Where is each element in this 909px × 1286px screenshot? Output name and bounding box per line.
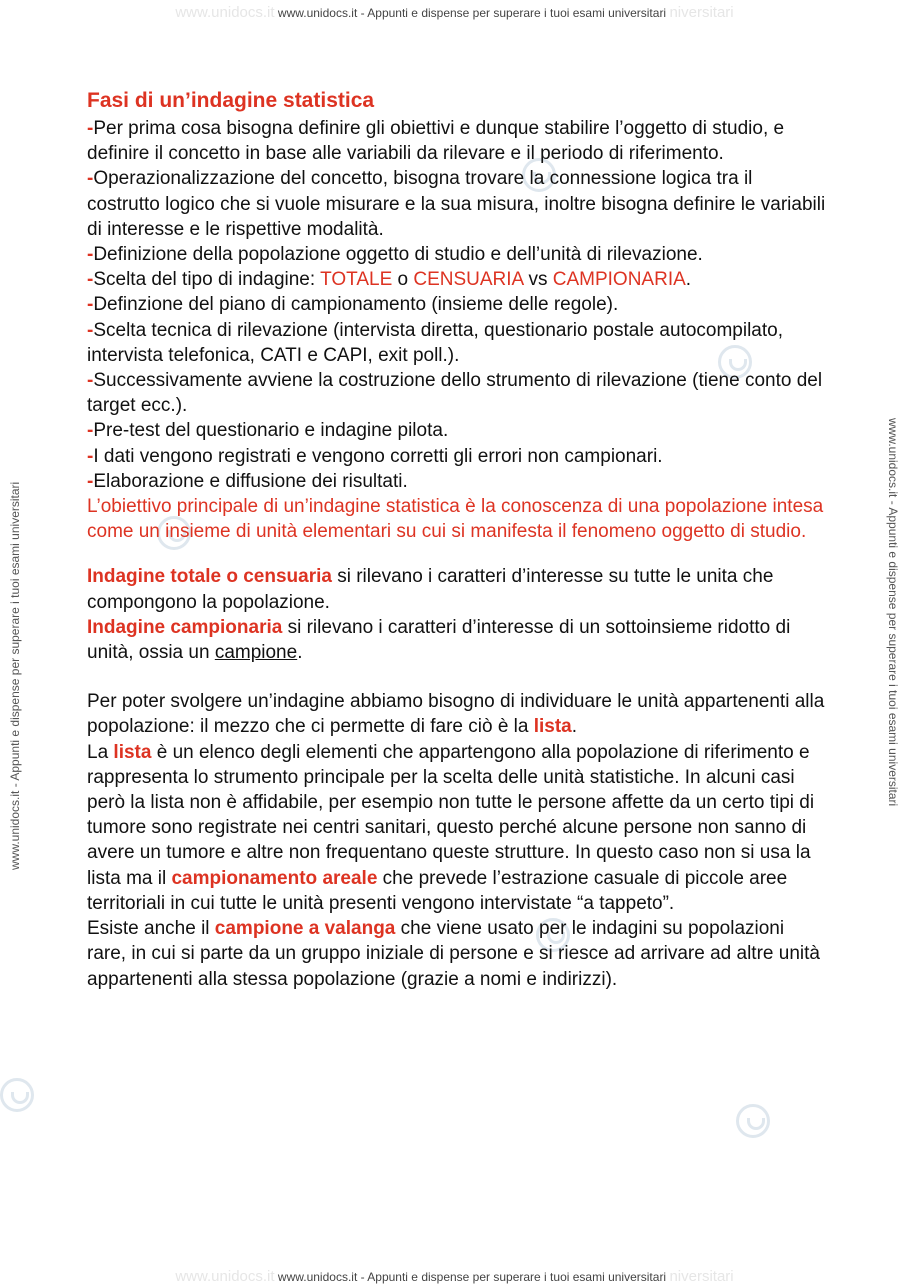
phase-item — [87, 116, 827, 166]
watermark-footer — [0, 1268, 909, 1285]
dash-bullet: - — [87, 269, 94, 291]
unidocs-logo-icon — [736, 1104, 770, 1138]
phase-text: Definizione della popolazione oggetto di studio e dell’unità di rilevazione. — [93, 244, 703, 266]
definition-term: Indagine campionaria — [87, 616, 283, 638]
term-lista: lista — [533, 716, 572, 738]
spacer — [87, 544, 827, 564]
paragraph-lista-def — [87, 740, 827, 916]
definition-term: Indagine totale o censuaria — [87, 566, 332, 588]
phase-text: Pre-test del questionario e indagine pilota. — [93, 420, 449, 442]
term-campionaria: CAMPIONARIA — [552, 269, 686, 291]
page-title: Fasi di un’indagine statistica — [87, 89, 375, 112]
dash-bullet: - — [87, 118, 94, 139]
underlined-term: campione — [214, 642, 298, 664]
watermark-header-text: www.unidocs.it - Appunti e dispense per superare i tuoi esami universitari — [277, 6, 667, 20]
document-body — [87, 88, 827, 992]
watermark-ghost-right: niversitari — [669, 4, 734, 21]
connector-o: o — [392, 269, 414, 291]
phase-item — [87, 242, 827, 267]
term-totale: TOTALE — [320, 269, 393, 291]
paragraph-text: è un elenco degli elementi che appartengono alla popolazione di riferimento e rappresenta lo strumento principale per la scelta delle unità statistiche. In alcuni casi però la lista non è affidabile, per esempio non tutte le persone affette da un certo tipi di tumore sono registrate nei centri sanitari, questo perché alcune persone non sanno di avere un tumore e altre non frequentano queste strutture. In questo caso non si usa la lista ma il — [87, 741, 815, 889]
period: . — [297, 642, 303, 664]
dash-bullet: - — [87, 319, 94, 341]
term-lista: lista — [113, 741, 152, 763]
paragraph-valanga — [87, 916, 827, 992]
phase-text: Definzione del piano di campionamento (insieme delle regole). — [93, 294, 619, 316]
watermark-ghost-left: www.unidocs.it — [175, 4, 275, 21]
dash-bullet: - — [87, 370, 94, 392]
dash-bullet: - — [87, 168, 94, 190]
watermark-ghost-left-bottom: www.unidocs.it — [175, 1268, 275, 1285]
watermark-ghost-right-bottom: niversitari — [669, 1268, 734, 1285]
phase-item — [87, 292, 827, 317]
dash-bullet: - — [87, 294, 94, 316]
watermark-side-left: www.unidocs.it - Appunti e dispense per superare i tuoi esami universitari — [8, 481, 22, 870]
term-campionamento-areale: campionamento areale — [171, 867, 378, 889]
phase-text: Operazionalizzazione del concetto, bisogna trovare la connessione logica tra il costrutto logico che si vuole misurare e la sua misura, inoltre bisogna definire le variabili di interesse e le rispettive modalità. — [87, 168, 826, 240]
phase-item — [87, 318, 827, 368]
definition-campionaria — [87, 615, 827, 665]
paragraph-text: che viene usato per le indagini su popolazioni rare, in cui si parte da un gruppo iniziale di persone e si riesce ad arrivare ad altre unità appartenenti alla stessa popolazione (grazie a nomi e indirizzi). — [87, 918, 820, 990]
phase-text: Successivamente avviene la costruzione dello strumento di rilevazione (tiene conto del target ecc.). — [87, 370, 823, 417]
dash-bullet: - — [87, 420, 94, 442]
phase-item — [87, 469, 827, 494]
paragraph-text: Esiste anche il — [87, 918, 215, 940]
paragraph-text: Per poter svolgere un’indagine abbiamo bisogno di individuare le unità appartenenti alla popolazione: il mezzo che ci permette di fare ciò è la — [87, 691, 825, 738]
phase-item — [87, 166, 827, 242]
phase-item — [87, 368, 827, 418]
phase-text: Elaborazione e diffusione dei risultati. — [93, 470, 408, 492]
phase-item-survey-type — [87, 267, 827, 292]
period: . — [571, 716, 578, 738]
phase-text: Scelta tecnica di rilevazione (intervista diretta, questionario postale autocompilato, intervista telefonica, CATI e CAPI, exit poll.). — [87, 319, 783, 366]
phase-item — [87, 444, 827, 469]
phase-text: Scelta del tipo di indagine: — [93, 269, 321, 291]
definition-text: si rilevano i caratteri d’interesse su tutte le unita che compongono la popolazione. — [87, 566, 774, 613]
watermark-header — [0, 4, 909, 21]
term-censuaria: CENSUARIA — [413, 269, 524, 291]
definition-totale — [87, 564, 827, 614]
definition-text: si rilevano i caratteri d’interesse di un sottoinsieme ridotto di unità, ossia un — [87, 616, 791, 664]
phase-text: Per prima cosa bisogna definire gli obiettivi e dunque stabilire l’oggetto di studio, e definire il concetto in base alle variabili da rilevare e il periodo di riferimento. — [87, 118, 785, 165]
term-campione-valanga: campione a valanga — [214, 918, 396, 940]
dash-bullet: - — [87, 470, 94, 492]
paragraph-text: La — [87, 741, 114, 763]
objective-statement: L’obiettivo principale di un’indagine statistica è la conoscenza di una popolazione intesa come un insieme di unità elementari su cui si manifesta il fenomeno oggetto di studio. — [87, 496, 824, 543]
phase-text: I dati vengono registrati e vengono corretti gli errori non campionari. — [93, 445, 663, 467]
paragraph-text: che prevede l’estrazione casuale di piccole aree territoriali in cui tutte le unità presenti vengono intervistate “a tappeto”. — [87, 867, 788, 914]
unidocs-logo-icon — [0, 1078, 34, 1112]
dash-bullet: - — [87, 445, 94, 467]
paragraph-lista — [87, 689, 827, 739]
period: . — [685, 269, 692, 291]
watermark-side-right: www.unidocs.it - Appunti e dispense per superare i tuoi esami universitari — [886, 418, 900, 807]
watermark-footer-text: www.unidocs.it - Appunti e dispense per superare i tuoi esami universitari — [277, 1270, 667, 1284]
dash-bullet: - — [87, 244, 94, 266]
spacer — [87, 665, 827, 689]
connector-vs: vs — [523, 269, 553, 291]
phase-item — [87, 418, 827, 443]
